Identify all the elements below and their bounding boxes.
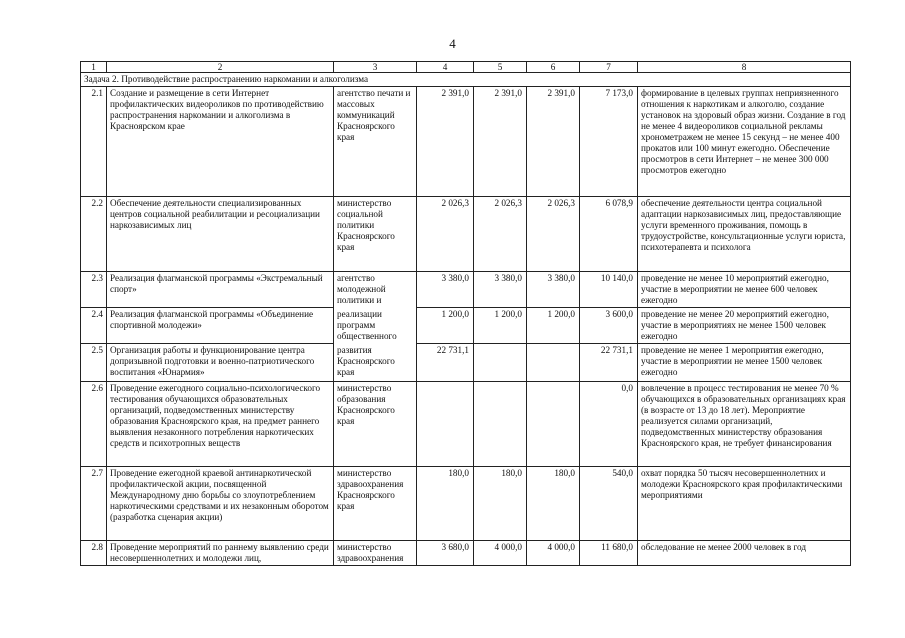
value-col-6: 4 000,0 [527, 541, 580, 566]
column-number: 3 [334, 62, 417, 73]
value-col-7: 3 600,0 [580, 308, 638, 344]
activity-name: Организация работы и функционирование центра допризывной подготовки и военно-патриотического воспитания «Юнармия» [107, 344, 334, 382]
value-col-7: 10 140,0 [580, 272, 638, 308]
column-number: 7 [580, 62, 638, 73]
executor: министерство социальной политики Красноярского края [334, 197, 417, 272]
column-number: 8 [638, 62, 851, 73]
executor: министерство образования Красноярского края [334, 382, 417, 467]
task-title: Задача 2. Противодействие распространению наркомании и алкоголизма [81, 73, 851, 87]
value-col-4: 3 380,0 [417, 272, 474, 308]
table-row [81, 87, 851, 197]
column-number: 2 [107, 62, 334, 73]
value-col-7: 22 731,1 [580, 344, 638, 382]
value-col-6 [527, 344, 580, 382]
executor: реализации программ общественного [334, 308, 417, 344]
value-col-4: 22 731,1 [417, 344, 474, 382]
expected-result: вовлечение в процесс тестирования не менее 70 % обучающихся в образовательных организациях края (в возрасте от 13 до 18 лет). Мероприятие реализуется силами организаций, подведомственных министерству образования Красноярского края, не требует финансирования [638, 382, 851, 467]
row-index: 2.2 [81, 197, 107, 272]
value-col-4: 2 391,0 [417, 87, 474, 197]
executor: министерство здравоохранения [334, 541, 417, 566]
table-row [81, 467, 851, 541]
column-number: 1 [81, 62, 107, 73]
table-row [81, 382, 851, 467]
value-col-6: 3 380,0 [527, 272, 580, 308]
activity-name: Проведение ежегодного социально-психологического тестирования обучающихся образовательных организаций, подведомственных министерству образования Красноярского края, на предмет раннего выявления незаконного потребления наркотических средств и психотропных веществ [107, 382, 334, 467]
value-col-4: 180,0 [417, 467, 474, 541]
row-index: 2.4 [81, 308, 107, 344]
executor: агентство печати и массовых коммуникаций Красноярского края [334, 87, 417, 197]
activity-name: Создание и размещение в сети Интернет профилактических видеороликов по противодействию распространения наркомании и алкоголизма в Красноярском крае [107, 87, 334, 197]
value-col-5: 2 026,3 [474, 197, 527, 272]
activity-name: Проведение ежегодной краевой антинаркотической профилактической акции, посвященной Международному дню борьбы со злоупотреблением наркотическими средствами и их незаконным оборотом (разработка сценария акции) [107, 467, 334, 541]
value-col-4: 2 026,3 [417, 197, 474, 272]
value-col-5 [474, 344, 527, 382]
row-index: 2.8 [81, 541, 107, 566]
value-col-6: 2 391,0 [527, 87, 580, 197]
value-col-4: 1 200,0 [417, 308, 474, 344]
value-col-7: 6 078,9 [580, 197, 638, 272]
expected-result: охват порядка 50 тысяч несовершеннолетних и молодежи Красноярского края профилактическими мероприятиями [638, 467, 851, 541]
executor: министерство здравоохранения Красноярского края [334, 467, 417, 541]
column-number: 4 [417, 62, 474, 73]
task-row [81, 73, 851, 87]
value-col-7: 540,0 [580, 467, 638, 541]
expected-result: обеспечение деятельности центра социальной адаптации наркозависимых лиц, предоставляющие услуги временного проживания, помощь в трудоустройстве, консультационные услуги юриста, психотерапевта и психолога [638, 197, 851, 272]
table-row [81, 344, 851, 382]
executor: агентство молодежной политики и [334, 272, 417, 308]
value-col-6: 180,0 [527, 467, 580, 541]
value-col-5: 1 200,0 [474, 308, 527, 344]
value-col-5: 3 380,0 [474, 272, 527, 308]
row-index: 2.7 [81, 467, 107, 541]
table-row [81, 308, 851, 344]
program-table [80, 61, 851, 566]
activity-name: Обеспечение деятельности специализированных центров социальной реабилитации и ресоциализации наркозависимых лиц [107, 197, 334, 272]
expected-result: проведение не менее 1 мероприятия ежегодно, участие в мероприятии не менее 1500 человек ежегодно [638, 344, 851, 382]
executor: развития Красноярского края [334, 344, 417, 382]
value-col-5: 2 391,0 [474, 87, 527, 197]
value-col-4: 3 680,0 [417, 541, 474, 566]
column-number-row [81, 62, 851, 73]
value-col-6: 1 200,0 [527, 308, 580, 344]
value-col-6: 2 026,3 [527, 197, 580, 272]
value-col-5: 4 000,0 [474, 541, 527, 566]
activity-name: Реализация флагманской программы «Объединение спортивной молодежи» [107, 308, 334, 344]
expected-result: проведение не менее 10 мероприятий ежегодно, участие в мероприятии не менее 600 человек ежегодно [638, 272, 851, 308]
row-index: 2.6 [81, 382, 107, 467]
table-row [81, 197, 851, 272]
table-row [81, 541, 851, 566]
activity-name: Реализация флагманской программы «Экстремальный спорт» [107, 272, 334, 308]
activity-name: Проведение мероприятий по раннему выявлению среди несовершеннолетних и молодежи лиц, [107, 541, 334, 566]
value-col-4 [417, 382, 474, 467]
value-col-6 [527, 382, 580, 467]
column-number: 6 [527, 62, 580, 73]
value-col-7: 7 173,0 [580, 87, 638, 197]
value-col-5 [474, 382, 527, 467]
expected-result: обследование не менее 2000 человек в год [638, 541, 851, 566]
column-number: 5 [474, 62, 527, 73]
table-row [81, 272, 851, 308]
value-col-7: 11 680,0 [580, 541, 638, 566]
expected-result: проведение не менее 20 мероприятий ежегодно, участие в мероприятиях не менее 1500 человек ежегодно [638, 308, 851, 344]
expected-result: формирование в целевых группах неприязненного отношения к наркотикам и алкоголю, создание установок на здоровый образ жизни. Создание в год не менее 4 видеороликов социальной рекламы хронометражем не менее 15 секунд – не менее 400 прокатов или 100 минут ежегодно. Обеспечение просмотров в сети Интернет – не менее 300 000 просмотров ежегодно [638, 87, 851, 197]
row-index: 2.3 [81, 272, 107, 308]
page-number: 4 [449, 36, 456, 51]
row-index: 2.1 [81, 87, 107, 197]
value-col-5: 180,0 [474, 467, 527, 541]
row-index: 2.5 [81, 344, 107, 382]
value-col-7: 0,0 [580, 382, 638, 467]
